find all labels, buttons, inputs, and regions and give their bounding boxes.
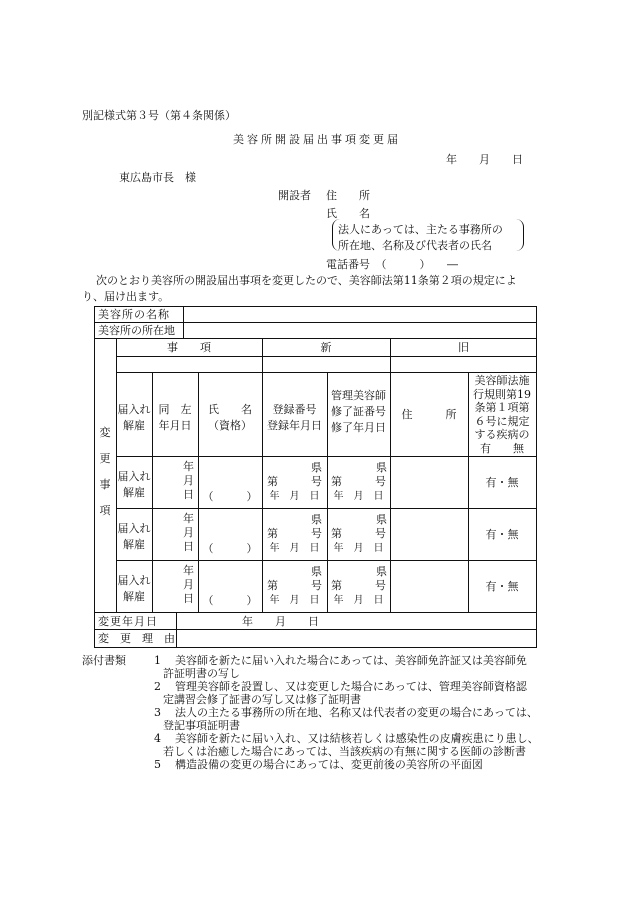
attachment-line: 美容師を新たに届い入れた場合にあっては、美容師免許証又は美容師免 (175, 654, 527, 667)
attachment-no: 4 (154, 732, 161, 745)
change-date-label: 変更年月日 (98, 615, 158, 628)
applicant-role: 開設者 (278, 189, 311, 202)
row-ymd: 年 月 日 (269, 595, 320, 606)
row-ymd: 年 月 日 (269, 543, 320, 554)
salon-name-label: 美容所の名称 (98, 308, 170, 321)
row-mgr-pref: 県 (376, 513, 387, 526)
attachment-line: 美容師を新たに届い入れ、又は結核若しくは感染性の皮膚疾患にり患し、 (175, 732, 539, 745)
row-paren: （ ） (202, 542, 258, 555)
corp-note-line2: 所在地、名称及び代表者の氏名 (338, 239, 492, 252)
row-mgr-ymd: 年 月 日 (333, 491, 384, 502)
row-yesno: 有・無 (485, 476, 519, 489)
row-hire: 届入れ 解雇 (117, 574, 151, 603)
attachment-line: 若しくは治癒した場合にあっては、当該疾病の有無に関する医師の診断書 (163, 745, 526, 758)
phone-label: 電話番号 （ ） ― (326, 258, 458, 271)
row-paren: （ ） (202, 490, 258, 503)
attachment-line: 構造設備の変更の場合にあっては、変更前後の美容所の平面図 (175, 758, 483, 771)
change-items-label: 変 更 事 項 (99, 426, 111, 517)
hdr-hire: 届入れ 解雇 (117, 403, 151, 432)
intro-line1: 次のとおり美容所の開設届出事項を変更したので、美容師法第11条第２項の規定によ (96, 274, 517, 287)
row-yesno: 有・無 (485, 528, 519, 541)
row-pref: 県 (311, 461, 322, 474)
attachment-line: 登記事項証明書 (163, 719, 240, 732)
attachment-line: 管理美容師を設置し、又は変更した場合にあっては、管理美容師資格認 (175, 680, 527, 693)
address-label: 住 所 (326, 189, 370, 202)
name-label: 氏 名 (326, 207, 370, 220)
date-line: 年 月 日 (446, 153, 523, 166)
col-item-header: 事 項 (167, 341, 211, 354)
hdr-reg: 登録番号 登録年月日 (267, 403, 322, 432)
change-table (94, 306, 537, 648)
row-hire: 届入れ 解雇 (117, 522, 151, 551)
attachment-no: 3 (154, 706, 161, 719)
page-title: 美容所開設届出事項変更届 (233, 133, 401, 146)
row-date: 年 月 日 (183, 460, 194, 501)
attachment-line: 定講習会修了証書の写し又は修了証明書 (163, 693, 361, 706)
salon-location-label: 美容所の所在地 (98, 324, 175, 337)
row-no: 第 号 (267, 579, 322, 592)
hdr-name: 氏 名 （資格） (208, 403, 252, 432)
corp-note-line1: 法人にあっては、主たる事務所の (338, 223, 503, 236)
intro-line2: り、届け出ます。 (82, 290, 170, 303)
row-mgr-ymd: 年 月 日 (333, 595, 384, 606)
form-label: 別記様式第３号（第４条関係） (82, 109, 236, 122)
row-ymd: 年 月 日 (269, 491, 320, 502)
row-mgr-no: 第 号 (331, 579, 386, 592)
hdr-addr: 住 所 (401, 408, 457, 421)
attachment-line: 法人の主たる事務所の所在地、名称又は代表者の変更の場合にあっては、 (175, 706, 538, 719)
row-paren: （ ） (202, 594, 258, 607)
row-date: 年 月 日 (183, 512, 194, 553)
attachment-no: 1 (154, 654, 161, 667)
attachment-no: 2 (154, 680, 161, 693)
row-mgr-no: 第 号 (331, 527, 386, 540)
hdr-mgr: 管理美容師 修了証番号 修了年月日 (331, 389, 386, 434)
row-mgr-ymd: 年 月 日 (333, 543, 384, 554)
change-date-value: 年 月 日 (242, 615, 319, 628)
change-reason-label: 変 更 理 由 (98, 632, 175, 645)
col-old-header: 旧 (458, 341, 469, 354)
row-pref: 県 (311, 565, 322, 578)
row-mgr-pref: 県 (376, 461, 387, 474)
col-new-header: 新 (320, 341, 332, 354)
hdr-disease: 美容師法施 行規則第19 条第１項第 ６号に規定 する疾病の 有 無 (473, 374, 531, 455)
row-date: 年 月 日 (183, 564, 194, 605)
row-no: 第 号 (267, 475, 322, 488)
attachment-line: 許証明書の写し (163, 667, 240, 680)
row-mgr-no: 第 号 (331, 475, 386, 488)
row-pref: 県 (311, 513, 322, 526)
row-no: 第 号 (267, 527, 322, 540)
row-yesno: 有・無 (485, 580, 519, 593)
row-mgr-pref: 県 (376, 565, 387, 578)
attachment-no: 5 (154, 758, 161, 771)
row-hire: 届入れ 解雇 (117, 470, 151, 499)
hdr-date: 同 左 年月日 (158, 403, 192, 432)
addressee: 東広島市長 様 (119, 171, 196, 184)
attachments-label: 添付書類 (82, 654, 126, 667)
